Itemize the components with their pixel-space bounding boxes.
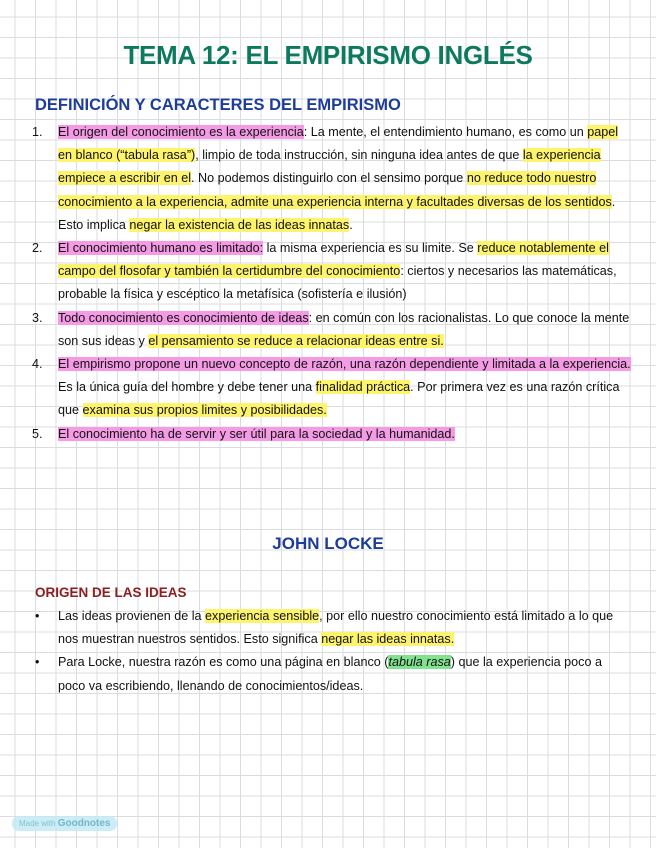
list-item	[32, 237, 632, 307]
text-span: Es la única guía del hombre y debe tener una	[58, 380, 316, 395]
text-span: . Esto implica	[58, 194, 616, 232]
watermark-prefix: Made with	[19, 819, 56, 828]
highlight-yellow: examina sus propios limites y posibilidades.	[82, 403, 327, 418]
text-span: . Por primera vez es una razón crítica que	[58, 380, 620, 418]
item-text	[58, 125, 618, 232]
item-text	[58, 241, 617, 301]
highlight-yellow: papel en blanco (“tabula rasa”)	[58, 125, 619, 163]
item-number: 4.	[32, 357, 43, 372]
text-span: ) que la experiencia poco a poco va escribiendo, llenando de conocimientos/ideas.	[58, 655, 602, 693]
page-title: TEMA 12: EL EMPIRISMO INGLÉS	[123, 40, 533, 70]
item-text	[58, 357, 631, 417]
list-item	[32, 605, 632, 651]
text-span: , por ello nuestro conocimiento está limitado a lo que nos muestran nuestros sentidos. Esto significa	[58, 609, 614, 647]
text-span: Para Locke, nuestra razón es como una página en blanco (	[58, 655, 389, 670]
highlight-yellow: no reduce todo nuestro conocimiento a la experiencia, admite una experiencia interna y facultades diversas de los sentidos	[58, 171, 612, 209]
bullet-dot: •	[35, 655, 40, 670]
text-span: : La mente, el entendimiento humano, es como un	[303, 125, 588, 139]
watermark-brand: Goodnotes	[57, 818, 111, 829]
item-number: 1.	[32, 125, 43, 139]
highlight-pink: El empirismo propone un nuevo concepto de razón, una razón dependiente y limitada a la experiencia.	[58, 357, 631, 372]
bullet-dot: •	[35, 609, 40, 623]
text-span: , limpio de toda instrucción, sin ninguna idea antes de que	[195, 148, 523, 163]
item-number: 2.	[32, 241, 43, 256]
highlight-yellow: experiencia sensible	[205, 609, 320, 623]
locke-bullet-list	[32, 605, 632, 698]
highlight-green: tabula rasa	[388, 655, 451, 670]
item-text	[58, 427, 455, 441]
section-heading-john-locke: JOHN LOCKE	[272, 534, 384, 553]
item-number: 3.	[32, 310, 43, 325]
text-span: Las ideas provienen de la	[58, 609, 206, 623]
subheading-origen-ideas: ORIGEN DE LAS IDEAS	[35, 585, 187, 600]
highlight-pink: El conocimiento ha de servir y ser útil para la sociedad y la humanidad.	[58, 426, 455, 441]
list-item	[32, 353, 632, 423]
highlight-yellow: negar las ideas innatas.	[321, 632, 455, 647]
highlight-yellow: finalidad práctica	[315, 380, 411, 395]
text-span: .	[349, 217, 353, 232]
text-span: : ciertos y necesarios las matemáticas, probable la física y escéptico la metafísica (sofistería e ilusión)	[58, 264, 617, 302]
list-item	[32, 307, 632, 353]
highlight-yellow: negar la existencia de las ideas innatas	[129, 217, 350, 232]
highlight-pink: El conocimiento humano es limitado:	[58, 241, 264, 256]
characteristics-list	[32, 121, 632, 446]
highlight-pink: Todo conocimiento es conocimiento de ideas	[58, 310, 309, 325]
highlight-yellow: la experiencia empiece a escribir en el	[58, 148, 601, 186]
list-item	[32, 121, 632, 237]
highlight-yellow: reduce notablemente el campo del flosofar y también la certidumbre del conocimiento	[58, 241, 609, 279]
item-text	[58, 609, 613, 646]
list-item	[32, 423, 632, 446]
item-text	[58, 311, 629, 348]
goodnotes-watermark	[12, 816, 117, 831]
text-span: : en común con los racionalistas. Lo que conoce la mente son sus ideas y	[58, 310, 630, 348]
section-heading-definicion: DEFINICIÓN Y CARACTERES DEL EMPIRISMO	[35, 96, 401, 114]
text-span: la misma experiencia es su limite. Se	[263, 241, 478, 256]
highlight-yellow: el pensamiento se reduce a relacionar ideas entre si.	[148, 333, 444, 348]
item-number: 5.	[32, 426, 43, 441]
highlight-pink: El origen del conocimiento es la experiencia	[58, 125, 304, 139]
list-item	[32, 651, 632, 697]
item-text	[58, 655, 602, 692]
text-span: . No podemos distinguirlo con el sensimo porque	[191, 171, 467, 186]
